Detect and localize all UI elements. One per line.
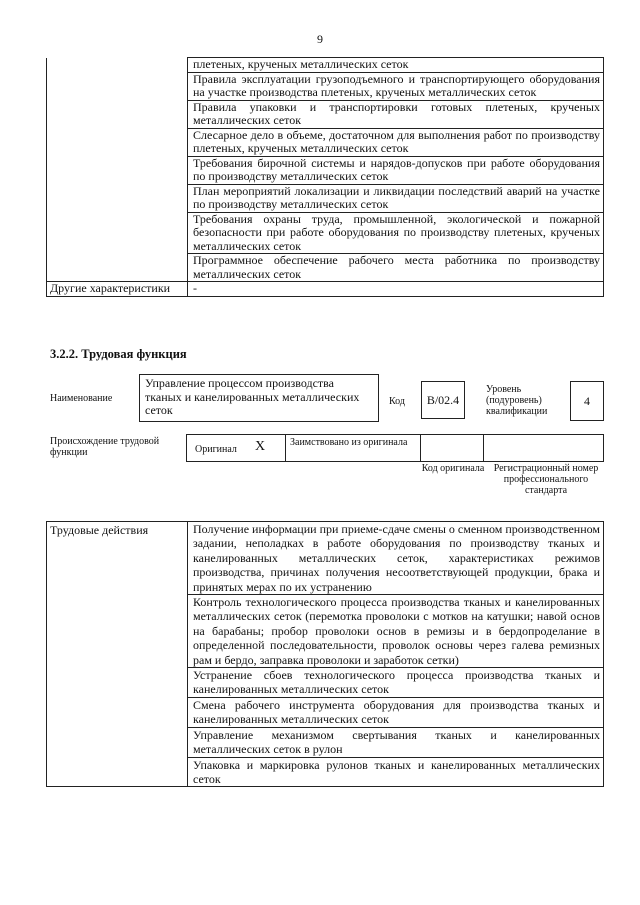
section-heading: 3.2.2. Трудовая функция (50, 347, 187, 361)
table-cell: Программное обеспечение рабочего места работника по производству металлических сеток (188, 254, 604, 282)
function-name-box: Управление процессом производства тканых и канелированных металлических сеток (139, 374, 379, 422)
other-characteristics-label: Другие характеристики (47, 282, 188, 297)
table-cell: Получение информации при приеме-сдаче смены о сменном производственном задании, неполадках в работе оборудования по производству тканых и канелированных металлических сеток, характеристиках режимов производства, причинах получения несоответствующей продукции, брака и принятых мерах по их устранению (188, 522, 604, 595)
level-value-box: 4 (570, 381, 604, 421)
table-row (47, 58, 604, 73)
table-cell: План мероприятий локализации и ликвидации последствий аварий на участке по производству металлических сеток (188, 184, 604, 212)
code-label: Код (389, 396, 405, 407)
empty-label-cell (47, 58, 188, 282)
origin-box (186, 434, 604, 462)
origin-label: Происхождение трудовой функции (50, 436, 160, 458)
reg-number-caption: Регистрационный номер профессионального стандарта (493, 463, 599, 496)
knowledge-table (46, 57, 604, 297)
level-label: Уровень (подуровень) квалификации (486, 384, 548, 417)
table-row (47, 282, 604, 297)
table-cell: Требования охраны труда, промышленной, экологической и пожарной безопасности при работе оборудования по производству плетеных, крученых металлических сеток (188, 212, 604, 254)
name-label: Наименование (50, 393, 113, 404)
divider (483, 435, 484, 461)
table-row (47, 522, 604, 595)
original-label: Оригинал (195, 444, 237, 455)
original-mark: X (255, 439, 266, 454)
table-cell: Слесарное дело в объеме, достаточном для выполнения работ по производству плетеных, крученых металлических сеток (188, 128, 604, 156)
divider (285, 435, 286, 461)
table-cell: Требования бирочной системы и нарядов-допусков при работе оборудования по производству металлических сеток (188, 156, 604, 184)
code-original-caption: Код оригинала (421, 463, 485, 474)
other-characteristics-value: - (188, 282, 604, 297)
divider (420, 435, 421, 461)
labor-actions-label: Трудовые действия (47, 522, 188, 787)
table-cell: плетеных, крученых металлических сеток (188, 58, 604, 73)
table-cell: Правила эксплуатации грузоподъемного и транспортирующего оборудования на участке производства плетеных, крученых металлических сеток (188, 72, 604, 100)
table-cell: Смена рабочего инструмента оборудования для производства тканых и канелированных металлических сеток (188, 697, 604, 727)
table-cell: Контроль технологического процесса производства тканых и канелированных металлических сеток (перемотка проволоки с мотков на катушки; навой основ на барабаны; пробор проволоки основ в ремизы и в бердопроделание в определенной последовательности, проволок основы через галева ремизных рам и бердо, заправка проволоки и заработок сетки) (188, 595, 604, 668)
code-value-box: B/02.4 (421, 381, 465, 419)
labor-actions-table (46, 521, 604, 787)
table-cell: Упаковка и маркировка рулонов тканых и канелированных металлических сеток (188, 757, 604, 787)
page-number: 9 (317, 32, 323, 46)
borrowed-label: Заимствовано из оригинала (290, 437, 408, 448)
table-cell: Правила упаковки и транспортировки готовых плетеных, крученых металлических сеток (188, 100, 604, 128)
table-cell: Управление механизмом свертывания тканых и канелированных металлических сеток в рулон (188, 727, 604, 757)
table-cell: Устранение сбоев технологического процесса производства тканых и канелированных металлических сеток (188, 668, 604, 698)
